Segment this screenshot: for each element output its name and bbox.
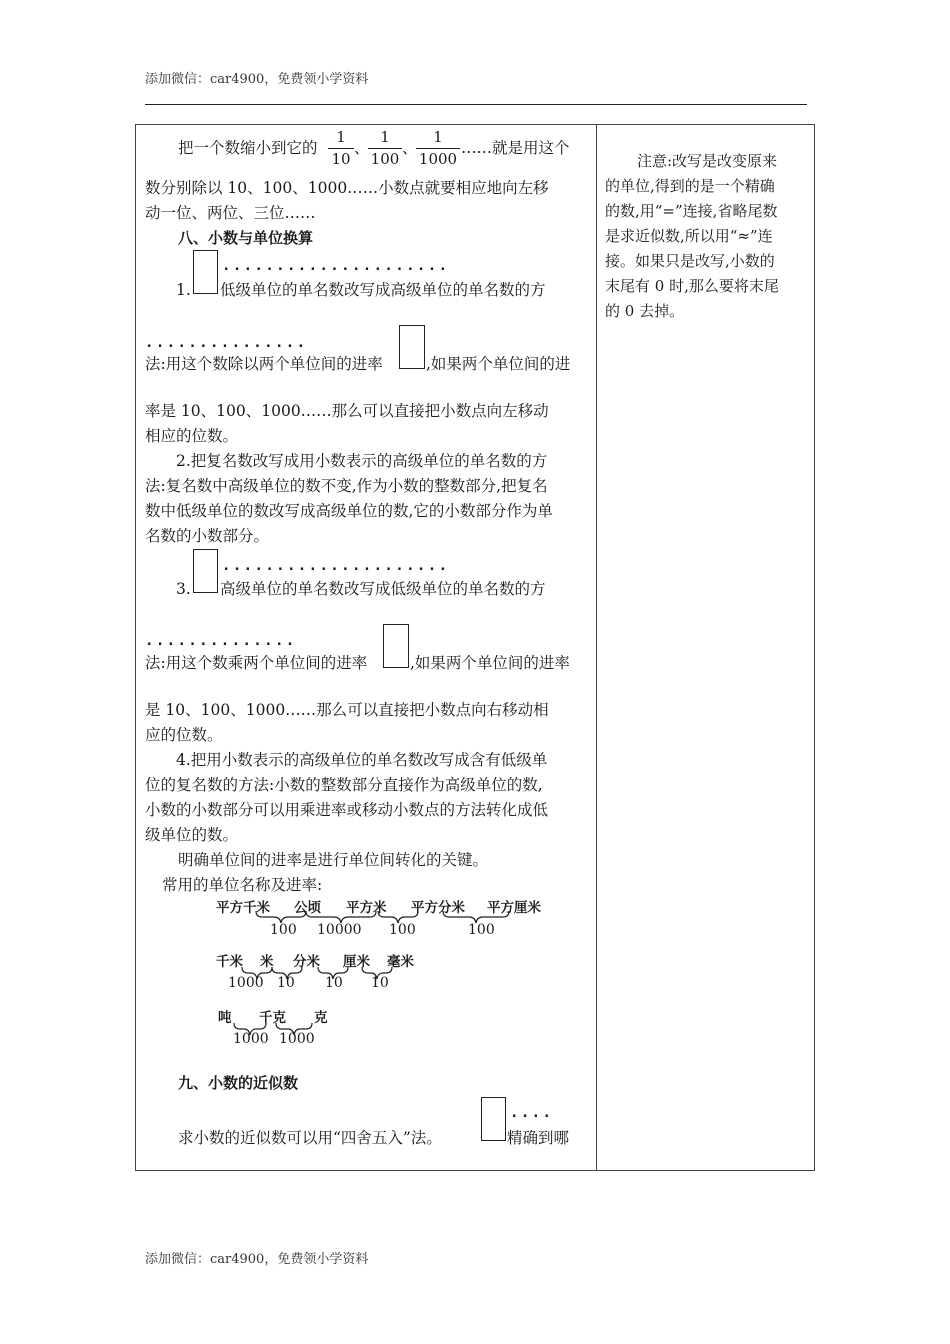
item4-line2: 位的复名数的方法:小数的整数部分直接作为高级单位的数, <box>145 776 543 794</box>
note-line-6: 末尾有 0 时,那么要将末尾 <box>605 277 779 295</box>
section9-title: 九、小数的近似数 <box>178 1074 299 1092</box>
item1-num: 1. <box>176 281 191 299</box>
area-unit-5: 平方厘米 <box>487 900 541 916</box>
item4-line1: 4.把用小数表示的高级单位的单名数改写成含有低级单 <box>176 751 548 769</box>
fraction-1-100: 1 100 <box>368 128 402 169</box>
emphasis-dots-1b: ............... <box>145 335 308 351</box>
emphasis-dots-9: .... <box>510 1105 554 1121</box>
note-line-5: 接。如果只是改写,小数的 <box>605 252 775 270</box>
intro-line3: 动一位、两位、三位…… <box>145 204 316 222</box>
area-unit-2: 公顷 <box>294 900 321 916</box>
intro-part1: 把一个数缩小到它的 <box>178 139 318 157</box>
length-unit-4: 厘米 <box>343 954 370 970</box>
length-rate-2: 10 <box>277 975 295 991</box>
mass-unit-1: 吨 <box>218 1010 232 1026</box>
page-footer: 添加微信：car4900，免费领小学资料 <box>145 1252 369 1267</box>
section9-line1a: 求小数的近似数可以用“四舍五入”法。 <box>178 1129 442 1147</box>
mass-unit-3: 克 <box>314 1010 328 1026</box>
area-rate-2: 10000 <box>317 922 362 938</box>
answer-box-9[interactable] <box>481 1097 506 1141</box>
emphasis-dots-3b: .............. <box>145 633 297 649</box>
intro-part2: ……就是用这个 <box>461 139 570 157</box>
fraction-1-10: 1 10 <box>328 128 354 169</box>
item1-line3: 率是 10、100、1000……那么可以直接把小数点向左移动 <box>145 402 549 420</box>
length-rate-4: 10 <box>371 975 389 991</box>
length-unit-2: 米 <box>260 954 274 970</box>
note-line-1: 注意:改写是改变原来 <box>637 152 778 170</box>
item2-line4: 名数的小数部分。 <box>145 527 270 545</box>
area-rate-4: 100 <box>468 922 495 938</box>
item1-line1: 低级单位的单名数改写成高级单位的单名数的方 <box>220 281 546 299</box>
page-header: 添加微信：car4900，免费领小学资料 <box>145 72 369 87</box>
item3-line2a: 法:用这个数乘两个单位间的进率 <box>145 654 368 672</box>
item3-num: 3. <box>176 580 191 598</box>
note-line-3: 的数,用“=”连接,省略尾数 <box>605 202 778 220</box>
item2-line2: 法:复名数中高级单位的数不变,作为小数的整数部分,把复名 <box>145 477 548 495</box>
area-rate-3: 100 <box>389 922 416 938</box>
note-line-4: 是求近似数,所以用“≈”连 <box>605 227 773 245</box>
length-rate-3: 10 <box>325 975 343 991</box>
emphasis-dots-1a: ..................... <box>222 258 450 274</box>
emphasis-dots-3a: ..................... <box>222 558 450 574</box>
intro-line2: 数分别除以 10、100、1000……小数点就要相应地向左移 <box>145 179 549 197</box>
item3-line2b: ,如果两个单位间的进率 <box>410 654 570 672</box>
note-line-2: 的单位,得到的是一个精确 <box>605 177 775 195</box>
area-unit-3: 平方米 <box>346 900 387 916</box>
mass-unit-2: 千克 <box>259 1010 286 1026</box>
intro-sep1: 、 <box>354 139 370 157</box>
section8-title: 八、小数与单位换算 <box>178 229 314 247</box>
item2-line1: 2.把复名数改写成用小数表示的高级单位的单名数的方 <box>176 452 548 470</box>
item3-line3: 是 10、100、1000……那么可以直接把小数点向右移动相 <box>145 701 549 719</box>
item1-line2a: 法:用这个数除以两个单位间的进率 <box>145 355 383 373</box>
item3-line1: 高级单位的单名数改写成低级单位的单名数的方 <box>220 580 546 598</box>
area-rate-1: 100 <box>270 922 297 938</box>
length-unit-1: 千米 <box>216 954 243 970</box>
item2-line3: 数中低级单位的数改写成高级单位的数,它的小数部分作为单 <box>145 502 553 520</box>
item4-line3: 小数的小数部分可以用乘进率或移动小数点的方法转化成低 <box>145 801 549 819</box>
note-line-7: 的 0 去掉。 <box>605 302 685 320</box>
mass-rate-1: 1000 <box>233 1031 269 1047</box>
length-unit-3: 分米 <box>293 954 320 970</box>
area-unit-4: 平方分米 <box>411 900 465 916</box>
length-unit-5: 毫米 <box>387 954 414 970</box>
fraction-1-1000: 1 1000 <box>416 128 460 169</box>
item1-line2b: ,如果两个单位间的进 <box>426 355 571 373</box>
length-rate-1: 1000 <box>228 975 264 991</box>
mass-rate-2: 1000 <box>279 1031 315 1047</box>
section9-line1b: 精确到哪 <box>507 1129 570 1147</box>
area-unit-1: 平方千米 <box>216 900 270 916</box>
intro-sep2: 、 <box>402 139 418 157</box>
key-sentence: 明确单位间的进率是进行单位间转化的关键。 <box>178 851 489 869</box>
item3-line4: 应的位数。 <box>145 726 223 744</box>
units-title: 常用的单位名称及进率: <box>162 876 323 894</box>
item1-line4: 相应的位数。 <box>145 427 239 445</box>
item4-line4: 级单位的数。 <box>145 826 239 844</box>
